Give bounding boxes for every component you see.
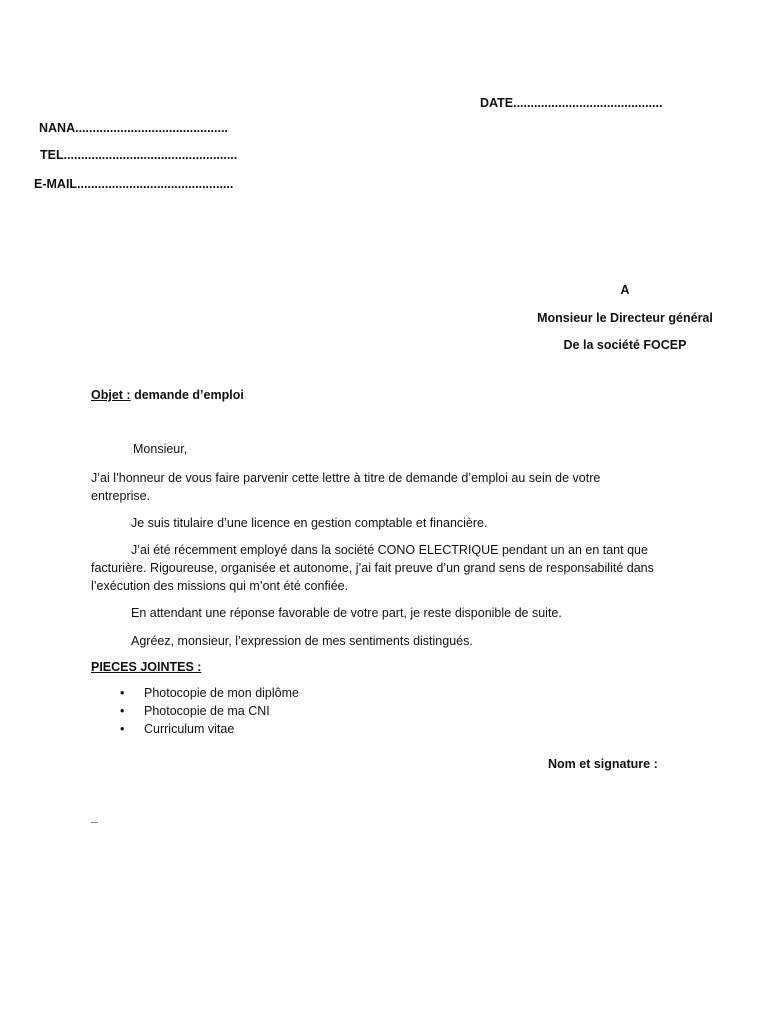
tel-label: TEL: [40, 148, 64, 162]
paragraph-4: En attendant une réponse favorable de votre part, je reste disponible de suite.: [131, 606, 562, 620]
date-field: [480, 96, 662, 110]
paragraph-3: J’ai été récemment employé dans la société CONO ELECTRIQUE pendant un an en tant que facturière. Rigoureuse, organisée et autonome, j’ai fait preuve d’un grand sens de responsabilité dans l’exécution des missions qui m’ont été confiée.: [91, 543, 654, 593]
attachment-item-label: Photocopie de mon diplôme: [144, 686, 299, 700]
salutation: Monsieur,: [133, 442, 188, 456]
email-label: E-MAIL: [34, 177, 78, 191]
attachment-item-label: Curriculum vitae: [144, 722, 235, 736]
subject-label: Objet :: [91, 388, 131, 402]
recipient-line-2: Monsieur le Directeur général: [537, 311, 713, 325]
recipient-line-3: De la société FOCEP: [563, 338, 687, 352]
tel-field: [40, 148, 237, 162]
bullet-icon: •: [120, 722, 125, 736]
paragraph-2: Je suis titulaire d’une licence en gestion comptable et financière.: [131, 516, 488, 530]
nana-field: [39, 121, 228, 135]
attachments-title: [91, 660, 201, 674]
subject-text: demande d’emploi: [130, 388, 244, 402]
bullet-icon: •: [120, 704, 125, 718]
email-field: [34, 177, 233, 191]
paragraph-5: Agréez, monsieur, l’expression de mes sentiments distingués.: [131, 634, 473, 648]
footer-mark: _: [91, 810, 98, 824]
attachment-item-label: Photocopie de ma CNI: [144, 704, 270, 718]
date-dots: ...........................................: [513, 96, 663, 110]
email-dots: .............................................: [77, 177, 234, 191]
nana-label: NANA: [39, 121, 76, 135]
subject-line: [91, 388, 244, 402]
bullet-icon: •: [120, 686, 125, 700]
nana-dots: ............................................: [75, 121, 228, 135]
signature-label: Nom et signature :: [548, 757, 658, 771]
recipient-line-1: A: [620, 283, 630, 297]
list-item: [91, 720, 299, 738]
tel-dots: ..................................................: [63, 148, 238, 162]
list-item: [91, 684, 299, 702]
list-item: [91, 702, 299, 720]
attachments-title-text: PIECES JOINTES :: [91, 660, 202, 674]
date-label: DATE: [480, 96, 514, 110]
paragraph-1: J’ai l’honneur de vous faire parvenir cette lettre à titre de demande d’emploi au sein de votre entreprise.: [91, 471, 601, 503]
attachments-list: [91, 684, 299, 738]
